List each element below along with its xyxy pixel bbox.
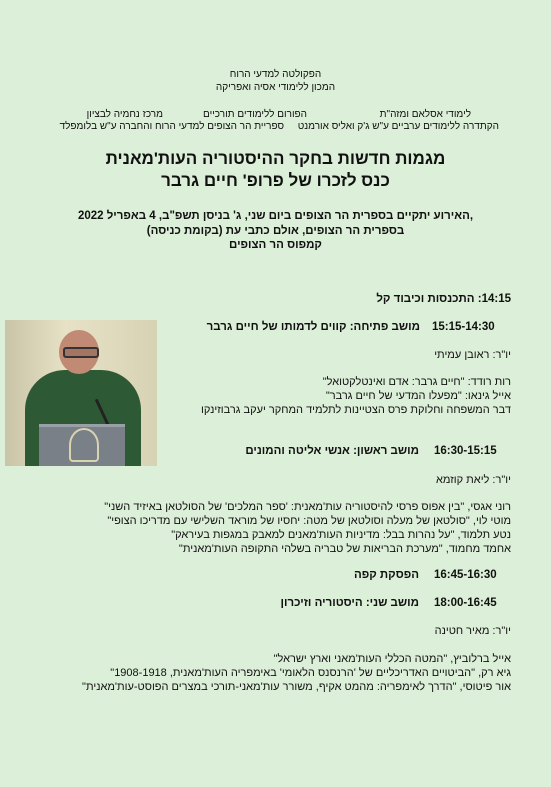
break-title: הפסקת קפה bbox=[353, 569, 419, 581]
session-chair: יו"ר: מאיר חטינה bbox=[434, 625, 511, 637]
conference-subtitle: כנס לזכרו של פרופ' חיים גרבר bbox=[161, 171, 390, 190]
session-time: 16:30-15:15 bbox=[434, 445, 497, 457]
org-nehemia-center: מרכז נחמיה לבציון bbox=[86, 109, 163, 120]
org-turkish-forum: הפורום ללימודים תורכיים bbox=[203, 109, 307, 120]
speaker-photo bbox=[5, 320, 157, 466]
event-details-line1: האירוע יתקיים בספרית הר הצופים ביום שני, ג' בניסן תשפ"ב, 4 באפריל 2022, bbox=[77, 210, 474, 222]
org-arabic-chair: הקתדרה ללימודים ערביים ע"ש ג'ק ואליס אורמנט bbox=[297, 121, 499, 132]
talk-item: נטע תלמוד, "על נהרות בבל: מדיניות העות'מאנים למאבק במגפות בעיראק" bbox=[171, 529, 511, 541]
talk-item: מוטי לוי, "סולטאן של מעלה וסולטאן של מטה: יחסיו של מוראד השלישי עם מדריכו הצופי" bbox=[107, 515, 511, 527]
gathering-line: 14:15: התכנסות וכיבוד קל bbox=[376, 293, 511, 305]
talk-item: גיא רק, "הביטויים האדריכליים של 'הרנסנס הלאומי' באימפריה העות'מאנית, 1908-1918" bbox=[110, 667, 511, 679]
talk-item: אחמד מחמוד, "מערכת הבריאות של טבריה בשלהי התקופה העות'מאנית" bbox=[178, 543, 511, 555]
talk-item: דבר המשפחה וחלוקת פרס הצטיינות לתלמיד המחקר יעקב גרבוזינקו bbox=[200, 404, 511, 416]
faculty-name: הפקולטה למדעי הרוח bbox=[229, 69, 322, 80]
session-chair: יו"ר: ליאת קוזמא bbox=[435, 474, 511, 486]
institute-name: המכון ללימודי אסיה ואפריקה bbox=[215, 82, 336, 93]
org-islam-middle-east: לימודי אסלאם ומזה"ת bbox=[379, 109, 471, 120]
talk-item: אור פיטוסי, "הדרך לאימפריה: מהמט אקיף, משורר עות'מאני-תורכי במצרים הפוסט-עות'מאנית" bbox=[82, 681, 511, 693]
talk-item: אייל גינאו: "מפעלו המדעי של חיים גרבר" bbox=[325, 390, 511, 402]
session-title: מושב פתיחה: קווים לדמותו של חיים גרבר bbox=[206, 321, 420, 333]
talk-item: רות רודד: "חיים גרבר: אדם ואינטלקטואל" bbox=[322, 376, 511, 388]
talk-item: אייל ברלוביץ, "המטה הכללי העות'מאני וארץ ישראל" bbox=[273, 653, 511, 665]
session-title: מושב שני: היסטוריה וזיכרון bbox=[280, 597, 419, 609]
event-details-line2: בספרית הר הצופים, אולם כתבי עת (בקומת כניסה) bbox=[146, 225, 405, 237]
menorah-emblem-icon bbox=[69, 428, 99, 462]
talk-item: רוני אגסי, "בין אפוס פרסי להיסטוריה עות'מאנית: 'ספר המלכים' של הסולטאן באיזיד השני" bbox=[104, 501, 511, 513]
session-title: מושב ראשון: אנשי אליטה והמונים bbox=[245, 445, 419, 457]
session-chair: יו"ר: ראובן עמיתי bbox=[434, 349, 511, 361]
event-details-line3: קמפוס הר הצופים bbox=[229, 239, 322, 251]
conference-title: מגמות חדשות בחקר ההיסטוריה העות'מאנית bbox=[105, 149, 446, 168]
break-time: 16:45-16:30 bbox=[434, 569, 497, 581]
session-time: 15:15-14:30 bbox=[432, 321, 495, 333]
session-time: 18:00-16:45 bbox=[434, 597, 497, 609]
org-bloomfield-library: ספריית הר הצופים למדעי הרוח והחברה ע"ש בלומפלד bbox=[59, 121, 284, 132]
